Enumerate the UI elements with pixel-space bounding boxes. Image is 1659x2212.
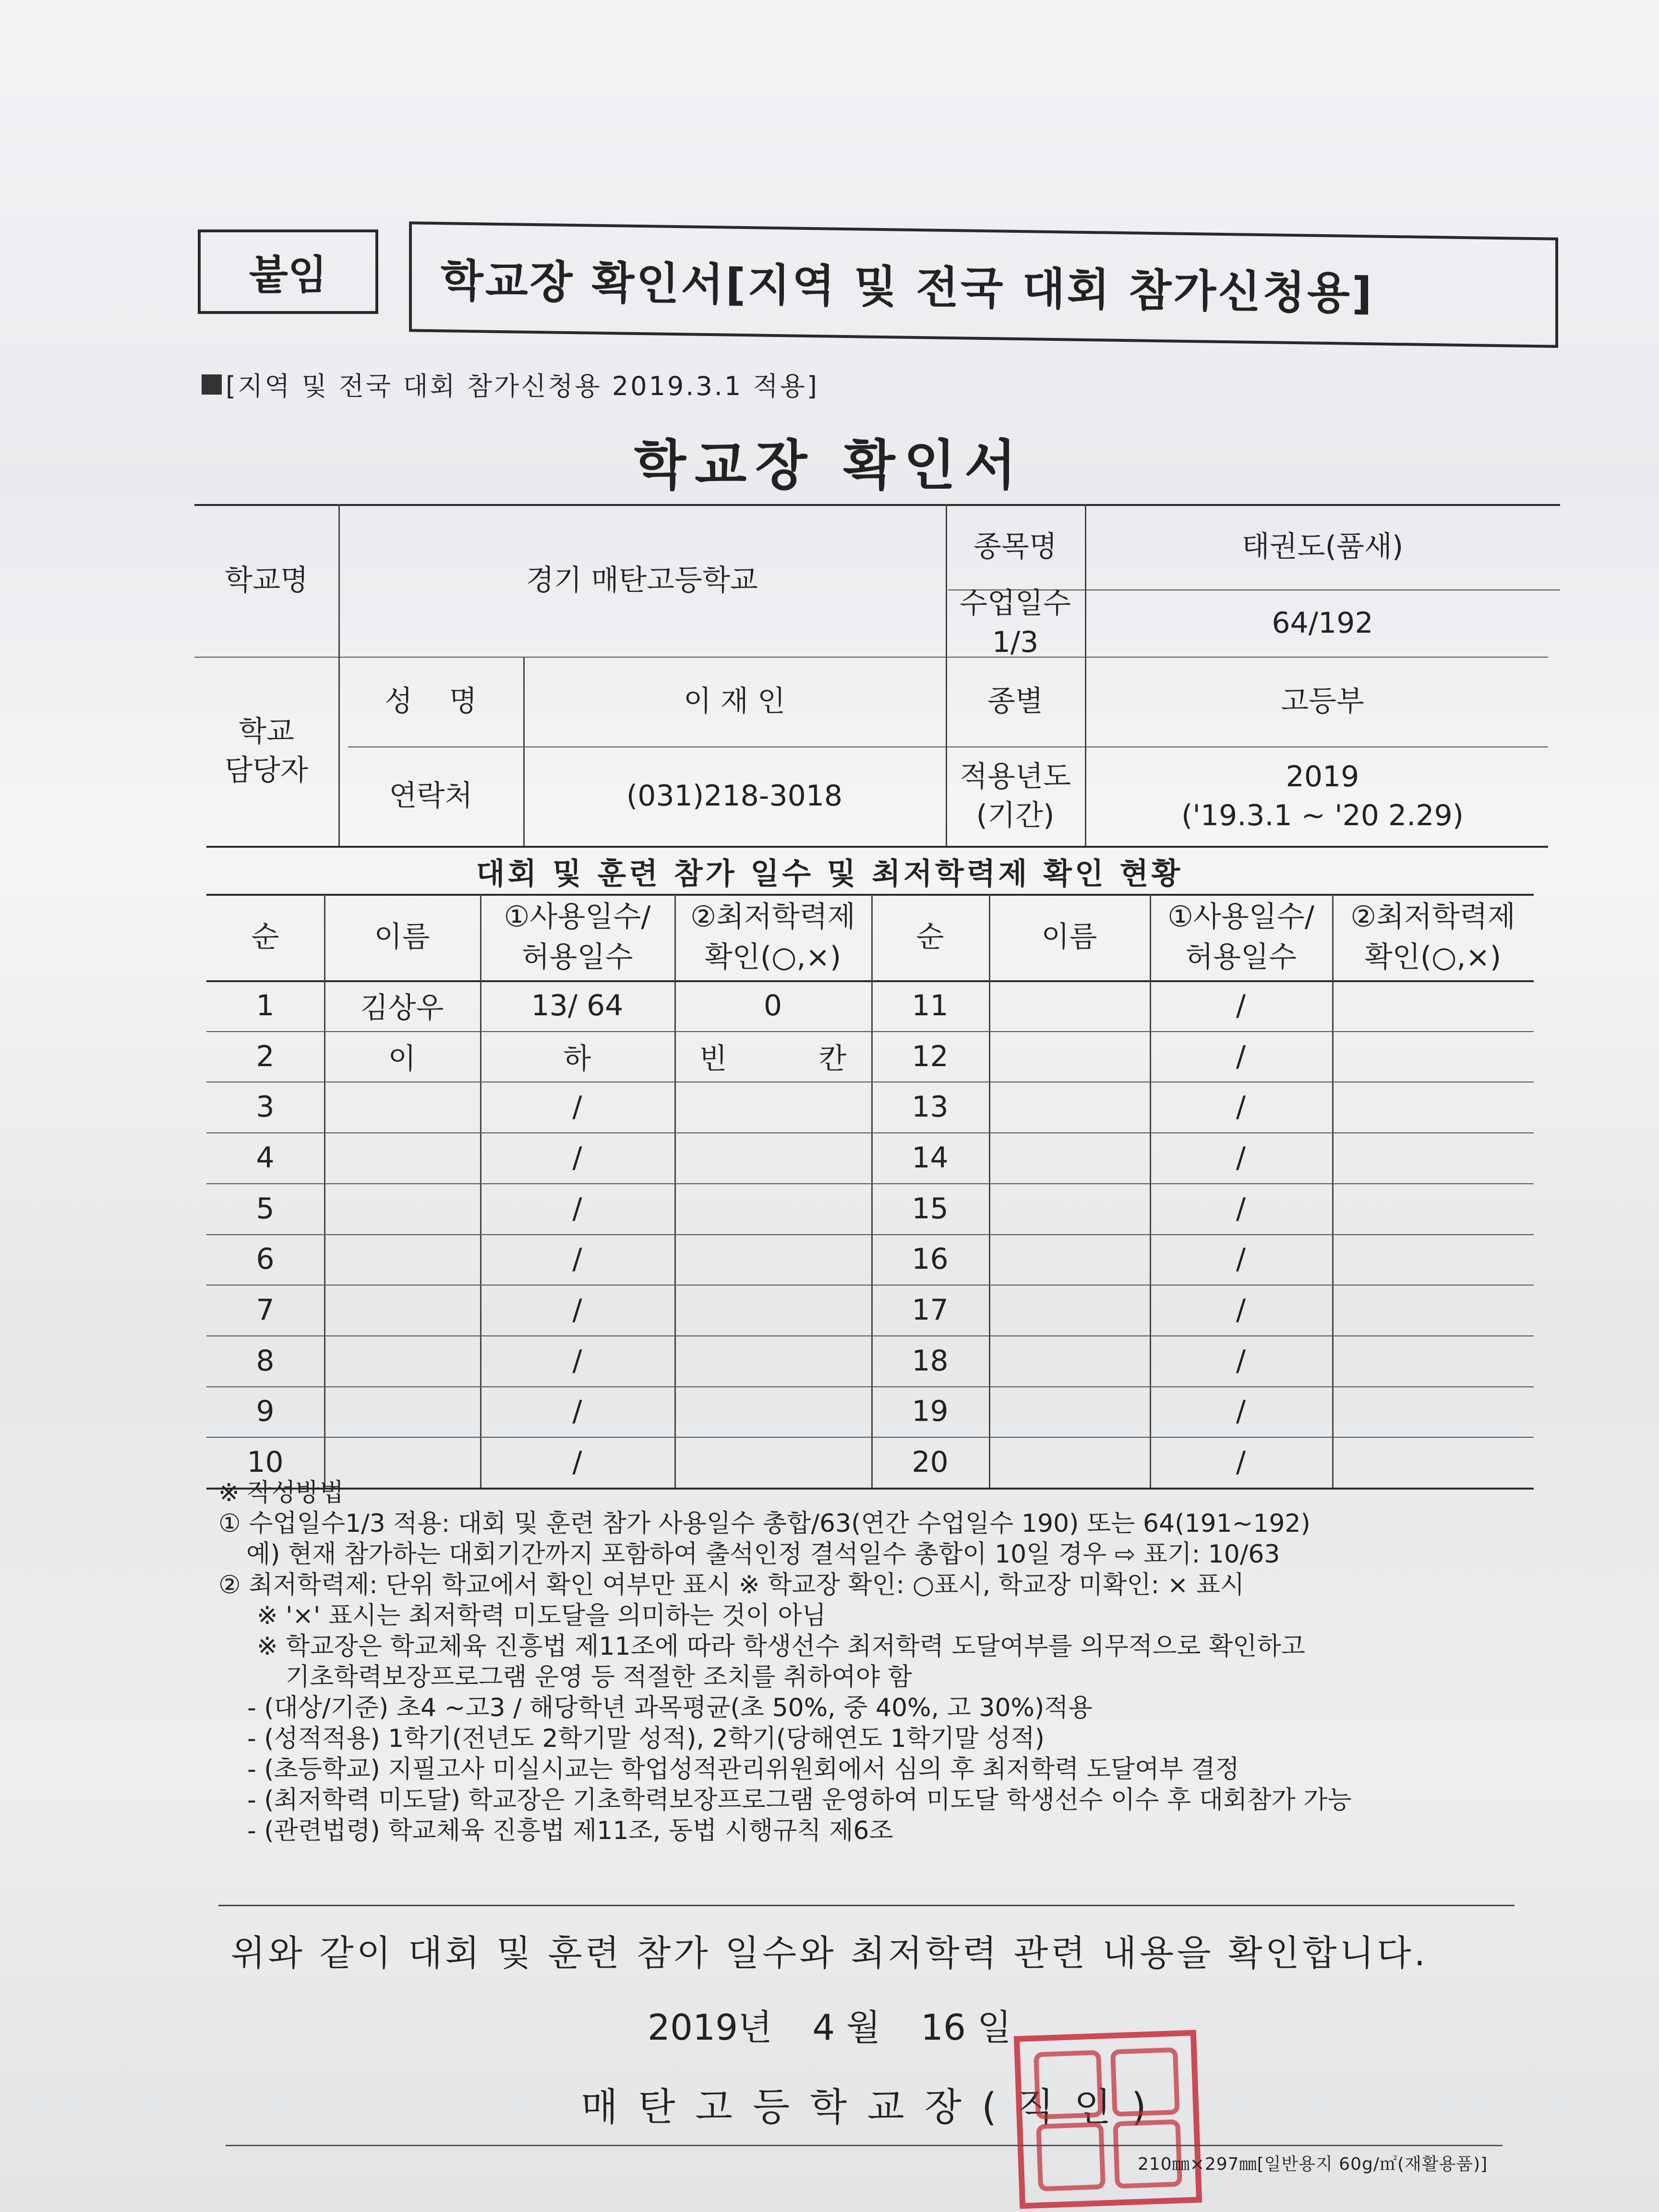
header-days-right: ①사용일수/ 허용일수 [1167, 900, 1314, 974]
cell-name [324, 1082, 480, 1132]
cell-no: 1 [256, 988, 275, 1022]
cell-check [1332, 1031, 1534, 1082]
date-year: 2019년 [647, 2007, 772, 2048]
applicability-note: [지역 및 전국 대회 참가신청용 2019.3.1 적용] [202, 366, 819, 403]
cell-check [1332, 1285, 1534, 1335]
cell-check [1332, 1335, 1534, 1386]
cell-days: / [572, 1191, 582, 1226]
cell-no: 8 [256, 1344, 275, 1378]
cell-days: / [1236, 1242, 1246, 1276]
cell-days: / [1236, 1039, 1246, 1073]
cell-check [674, 1335, 871, 1386]
cell-name [324, 1285, 480, 1335]
cell-no: 12 [912, 1039, 949, 1073]
year-value: 2019 ('19.3.1 ~ '20 2.29) [1181, 759, 1464, 832]
note-2-a: ※ '×' 표시는 최저학력 미도달을 의미하는 것이 아님 [257, 1601, 826, 1630]
cell-name [324, 1132, 480, 1183]
cell-name [324, 1386, 480, 1437]
principal-signature: 매탄고등학교장(직인) [581, 2085, 1166, 2129]
cell-check [1332, 980, 1534, 1031]
info-table [194, 504, 1560, 847]
paper-spec: 210㎜×297㎜[일반용지 60g/㎡(재활용품)] [1138, 2154, 1488, 2174]
cell-days: / [572, 1090, 582, 1124]
cell-name [989, 1386, 1150, 1437]
cell-check [674, 1386, 871, 1437]
header-days-left: ①사용일수/ 허용일수 [504, 900, 651, 974]
cell-name [989, 1234, 1150, 1285]
cell-no: 5 [256, 1191, 275, 1226]
cell-no: 15 [912, 1191, 949, 1226]
cell-no: 11 [912, 988, 949, 1022]
note-2: ② 최저학력제: 단위 학교에서 확인 여부만 표시 ※ 학교장 확인: ○표시, 학교장 미확인: × 표시 [218, 1571, 1245, 1599]
cell-name [324, 1183, 480, 1234]
note-1-example: 예) 현재 참가하는 대회기간까지 포함하여 출석인정 결석일수 총합이 10일 경우 ⇨ 표기: 10/63 [246, 1540, 1280, 1569]
cell-days: 13/ 64 [531, 988, 624, 1022]
cell-check [674, 1234, 871, 1285]
cell-no: 13 [912, 1090, 949, 1124]
category-value: 고등부 [1281, 685, 1364, 718]
cell-days: 하 [563, 1042, 591, 1076]
cell-check [674, 1285, 871, 1335]
contact-value: (031)218-3018 [626, 779, 843, 813]
staff-name-value: 이 재 인 [683, 685, 786, 718]
cell-no: 14 [912, 1141, 949, 1175]
cell-days: / [1236, 1395, 1246, 1429]
header-no-left: 순 [251, 920, 279, 954]
cell-name [989, 1082, 1150, 1132]
attachment-label: 붙임 [198, 229, 378, 314]
official-seal-icon [1014, 2030, 1202, 2209]
cell-no: 18 [912, 1344, 949, 1378]
cell-check [1332, 1082, 1534, 1132]
school-days-value: 64/192 [1272, 606, 1373, 640]
notes-heading: ※ 작성방법 [218, 1479, 344, 1507]
footer-divider [226, 2145, 1503, 2146]
date-day: 16 일 [920, 2007, 1012, 2048]
school-days-label: 수업일수 1/3 [960, 587, 1071, 659]
participation-table [206, 894, 1534, 1489]
cell-name [324, 1335, 480, 1386]
cell-days: / [1236, 1191, 1246, 1226]
cell-name [989, 1335, 1150, 1386]
cell-no: 7 [256, 1293, 275, 1327]
cell-days: / [1236, 1141, 1246, 1175]
cell-check [1332, 1132, 1534, 1183]
cell-days: / [572, 1141, 582, 1175]
cell-check: 0 [763, 988, 782, 1022]
cell-days: / [572, 1344, 582, 1378]
cell-no: 19 [912, 1395, 949, 1429]
cell-days: / [572, 1445, 582, 1479]
cell-no: 6 [256, 1242, 275, 1276]
cell-no: 17 [912, 1293, 949, 1327]
header-check-right: ②최저학력제 확인(○,×) [1350, 900, 1515, 974]
confirmation-statement: 위와 같이 대회 및 훈련 참가 일수와 최저학력 관련 내용을 확인합니다. [230, 1933, 1429, 1974]
event-label: 종목명 [974, 529, 1057, 564]
school-name-label: 학교명 [225, 563, 308, 597]
cell-check: 빈 칸 [699, 1042, 847, 1076]
cell-no: 20 [912, 1445, 949, 1479]
cell-days: / [1236, 1344, 1246, 1378]
header-name-right: 이름 [1041, 920, 1097, 954]
cell-days: / [572, 1242, 582, 1276]
cell-days: / [1236, 1293, 1246, 1327]
cell-name [989, 980, 1150, 1031]
note-2-b: ※ 학교장은 학교체육 진흥법 제11조에 따라 학생선수 최저학력 도달여부를 의무적으로 확인하고 [257, 1632, 1305, 1661]
detail-1: - (대상/기준) 초4 ~고3 / 해당학년 과목평균(초 50%, 중 40%, 고 30%)적용 [247, 1694, 1093, 1722]
contact-label: 연락처 [389, 779, 473, 813]
cell-days: / [1236, 988, 1246, 1022]
cell-days: / [1236, 1090, 1246, 1124]
cell-no: 9 [256, 1395, 275, 1429]
cell-check [674, 1183, 871, 1234]
detail-3: - (초등학교) 지필고사 미실시교는 학업성적관리위원회에서 심의 후 최저학력 도달여부 결정 [247, 1755, 1239, 1784]
cell-name [989, 1285, 1150, 1335]
document-title-box: 학교장 확인서[지역 및 전국 대회 참가신청용] [409, 221, 1558, 348]
header-name-left: 이름 [374, 920, 430, 954]
detail-4: - (최저학력 미도달) 학교장은 기초학력보장프로그램 운영하여 미도달 학생선수 이수 후 대회참가 가능 [247, 1786, 1352, 1815]
table-subtitle: 대회 및 훈련 참가 일수 및 최저학력제 확인 현황 [476, 856, 1183, 891]
detail-5: - (관련법령) 학교체육 진흥법 제11조, 동법 시행규칙 제6조 [247, 1816, 893, 1845]
cell-days: / [572, 1395, 582, 1429]
cell-days: / [1236, 1445, 1246, 1479]
staff-name-label: 성 명 [385, 685, 477, 718]
issue-date [0, 1999, 1659, 2050]
cell-no: 10 [247, 1445, 284, 1479]
category-label: 종별 [987, 685, 1043, 718]
cell-no: 16 [912, 1242, 949, 1276]
school-name-value: 경기 매탄고등학교 [526, 563, 758, 597]
square-bullet-icon [202, 374, 222, 395]
writing-instructions [218, 1478, 1563, 1846]
event-value: 태권도(품새) [1241, 529, 1404, 564]
cell-check [1332, 1234, 1534, 1285]
note-1: ① 수업일수1/3 적용: 대회 및 훈련 참가 사용일수 총합/63(연간 수업일수 190) 또는 64(191~192) [218, 1509, 1310, 1538]
cell-name [324, 1234, 480, 1285]
notes-divider [218, 1905, 1515, 1906]
date-month: 4 월 [812, 2007, 881, 2048]
cell-name [989, 1132, 1150, 1183]
header-check-left: ②최저학력제 확인(○,×) [690, 900, 855, 974]
cell-days: / [572, 1293, 582, 1327]
cell-no: 2 [256, 1039, 275, 1073]
staff-label: 학교 담당자 [225, 715, 308, 787]
detail-2: - (성적적용) 1학기(전년도 2학기말 성적), 2학기(당해연도 1학기말 성적) [247, 1724, 1045, 1753]
header-no-right: 순 [916, 920, 944, 954]
main-title: 학교장 확인서 [634, 434, 1025, 497]
cell-name: 김상우 [360, 991, 444, 1025]
cell-check [1332, 1183, 1534, 1234]
cell-no: 4 [256, 1141, 275, 1175]
cell-name: 이 [388, 1042, 416, 1076]
cell-no: 3 [256, 1090, 275, 1124]
year-label: 적용년도 (기간) [960, 759, 1071, 832]
cell-check [674, 1132, 871, 1183]
cell-name [989, 1183, 1150, 1234]
cell-name [989, 1031, 1150, 1082]
cell-check [1332, 1386, 1534, 1437]
cell-check [674, 1082, 871, 1132]
note-2-b-continued: 기초학력보장프로그램 운영 등 적절한 조치를 취하여야 함 [286, 1663, 912, 1692]
